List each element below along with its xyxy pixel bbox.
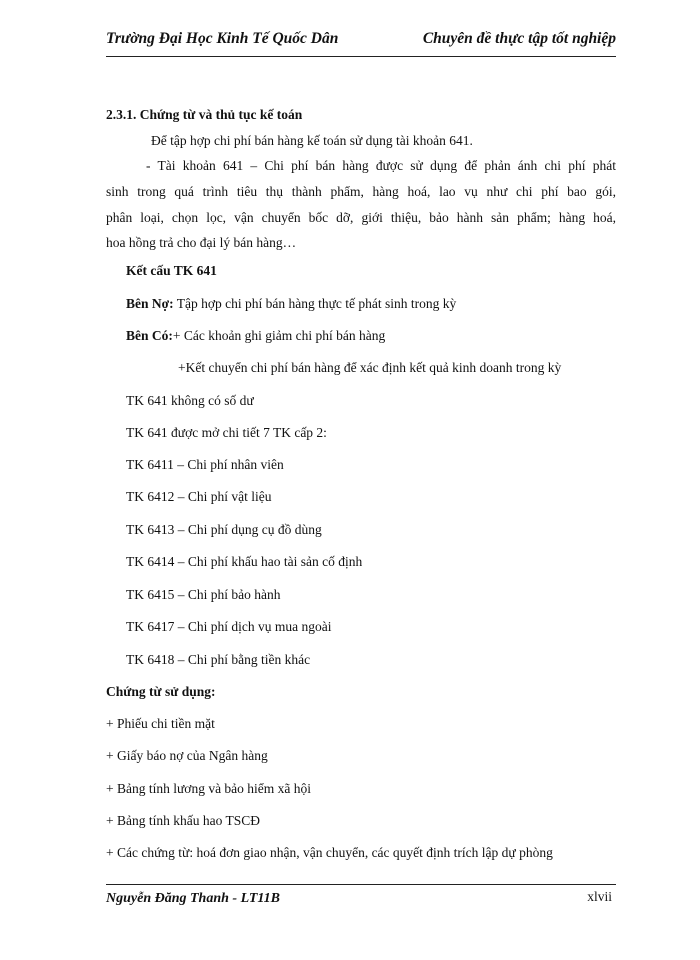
debit-line bbox=[126, 296, 456, 312]
credit-line bbox=[126, 328, 385, 344]
header-title: Chuyên đề thực tập tốt nghiệp bbox=[422, 30, 616, 47]
paragraph-line-1: - Tài khoản 641 – Chi phí bán hàng được sử dụng để phản ánh chi phí phát bbox=[146, 158, 616, 173]
page-footer bbox=[106, 884, 616, 907]
sub-account-item: TK 6412 – Chi phí vật liệu bbox=[126, 489, 272, 504]
doc-item: + Phiếu chi tiền mặt bbox=[106, 716, 215, 731]
doc-item: + Bảng tính lương và bảo hiểm xã hội bbox=[106, 781, 312, 796]
credit-text: + Các khoản ghi giảm chi phí bán hàng bbox=[172, 328, 386, 343]
no-balance-line: TK 641 không có số dư bbox=[126, 393, 254, 408]
intro-line: Để tập hợp chi phí bán hàng kế toán sử dụng tài khoản 641. bbox=[151, 133, 473, 148]
detail-intro-line: TK 641 được mở chi tiết 7 TK cấp 2: bbox=[126, 425, 327, 440]
credit-label: Bên Có: bbox=[126, 328, 173, 343]
paragraph-line-2: sinh trong quá trình tiêu thụ thành phẩm, hàng hoá, lao vụ như chi phí bao gói, bbox=[106, 184, 616, 199]
debit-label: Bên Nợ: bbox=[126, 296, 174, 311]
credit-line-2: +Kết chuyển chi phí bán hàng để xác định kết quả kinh doanh trong kỳ bbox=[178, 360, 562, 375]
page-header bbox=[106, 30, 616, 57]
section-heading: 2.3.1. Chứng từ và thủ tục kế toán bbox=[106, 107, 303, 122]
paragraph-line-3: phân loại, chọn lọc, vận chuyển bốc dỡ, giới thiệu, bảo hành sản phẩm; hàng hoá, bbox=[106, 210, 616, 225]
sub-account-item: TK 6414 – Chi phí khấu hao tài sản cố định bbox=[126, 554, 363, 569]
structure-title: Kết cấu TK 641 bbox=[126, 263, 217, 278]
doc-item: + Bảng tính khấu hao TSCĐ bbox=[106, 813, 260, 828]
doc-item: + Giấy báo nợ của Ngân hàng bbox=[106, 748, 268, 763]
sub-account-item: TK 6413 – Chi phí dụng cụ đồ dùng bbox=[126, 522, 322, 537]
docs-title: Chứng từ sử dụng: bbox=[106, 684, 216, 699]
doc-item: + Các chứng từ: hoá đơn giao nhận, vận chuyển, các quyết định trích lập dự phòng bbox=[106, 845, 553, 860]
paragraph-line-4: hoa hồng trả cho đại lý bán hàng… bbox=[106, 235, 297, 250]
page-number: xlvii bbox=[587, 889, 612, 904]
sub-account-item: TK 6415 – Chi phí bảo hành bbox=[126, 587, 281, 602]
sub-account-item: TK 6417 – Chi phí dịch vụ mua ngoài bbox=[126, 619, 332, 634]
debit-text: Tập hợp chi phí bán hàng thực tế phát sinh trong kỳ bbox=[173, 296, 457, 311]
footer-author: Nguyễn Đăng Thanh - LT11B bbox=[106, 891, 280, 906]
header-school: Trường Đại Học Kinh Tế Quốc Dân bbox=[106, 30, 339, 47]
sub-account-item: TK 6418 – Chi phí bằng tiền khác bbox=[126, 652, 311, 667]
sub-account-item: TK 6411 – Chi phí nhân viên bbox=[126, 457, 284, 472]
